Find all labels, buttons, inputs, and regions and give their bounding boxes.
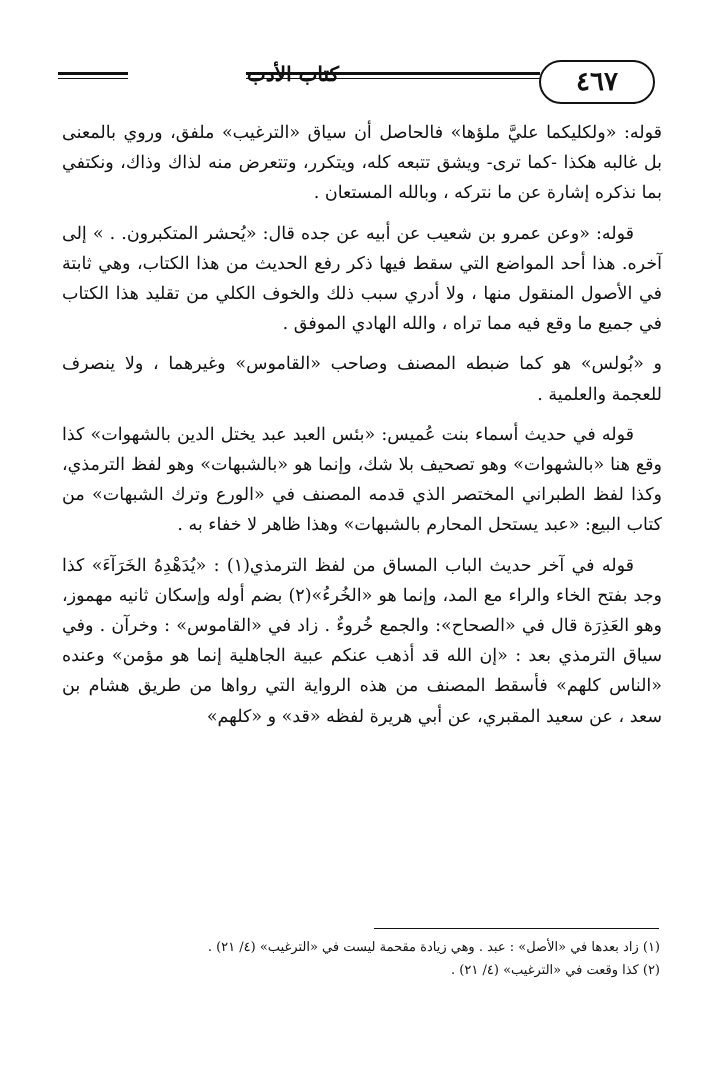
paragraph: و «بُولس» هو كما ضبطه المصنف وصاحب «القاموس» وغيرهما ، ولا ينصرف للعجمة والعلمية . (62, 354, 662, 405)
paragraph: قوله: «وعن عمرو بن شعيب عن أبيه عن جده قال: «يُحشر المتكبرون. . » إلى آخره. هذا أحد المواضع التي سقط فيها ذكر رفع الحديث من هذا الكتاب، وهي ثابتة في الأصول المنقول منها ، ولا أدري سبب ذلك والخوف الكلي من تقليد هذا الكتاب في جميع ما وقع فيه مما تراه ، والله الهادي الموفق . (62, 223, 662, 335)
paragraph: قوله في آخر حديث الباب المساق من لفظ الترمذي(١) : «يُدَهْدِهُ الخَرَآءَ» كذا وجد بفتح الخاء والراء مع المد، وإنما هو «الخُرءُ»(٢) بضم أوله وإسكان ثانيه مهموز، وهو العَذِرَة قال في «الصحاح»: والجمع خُروءٌ . زاد في «القاموس» : وخرآن . وفي سياق الترمذي بعد : «إن الله قد أذهب عنكم عبية الجاهلية إنما هو مؤمن» وعنده «الناس كلهم» فأسقط المصنف من هذه الرواية التي رواها من طريق هشام بن سعد ، عن سعيد المقبري، عن أبي هريرة لفظه «قد» و «كلهم» (62, 555, 662, 727)
header-rule-middle-thin (246, 78, 540, 79)
header-rule-middle (246, 72, 540, 75)
paragraph: قوله في حديث أسماء بنت عُميس: «بئس العبد عبد يختل الدين بالشهوات» كذا وقع هنا «بالشهوات» وهو تصحيف بلا شك، وإنما هو «بالشبهات» وهو لفظ الترمذي، وكذا لفظ الطبراني المختصر الذي قدمه المصنف في «الورع وترك الشبهات» من كتاب البيع: «عبد يستحل المحارم بالشبهات» وهذا ظاهر لا خفاء به . (62, 424, 662, 536)
header-rule-left (58, 72, 128, 75)
footnote-divider (374, 928, 659, 929)
footnote: (٢) كذا وقعت في «الترغيب» (٤/ ٢١) . (451, 963, 660, 978)
page-header (58, 52, 670, 104)
paragraph: قوله: «ولكليكما عليَّ ملؤها» فالحاصل أن سياق «الترغيب» ملفق، وروي بالمعنى بل غالبه هكذا -كما ترى- ويشق تتبعه كله، ويتكرر، وتتعرض منه لذاك وذاك، ونكتفي بما نذكره إشارة عن ما نتركه ، وبالله المستعان . (62, 123, 662, 204)
footnotes (62, 936, 660, 982)
page-number: ٤٦٧ (539, 60, 655, 104)
body-text (62, 118, 662, 742)
book-title: كتاب الأدب (246, 62, 340, 86)
footnote: (١) زاد بعدها في «الأصل» : عبد . وهي زيادة مقحمة ليست في «الترغيب» (٤/ ٢١) . (207, 940, 660, 955)
header-rule-left-thin (58, 78, 128, 79)
